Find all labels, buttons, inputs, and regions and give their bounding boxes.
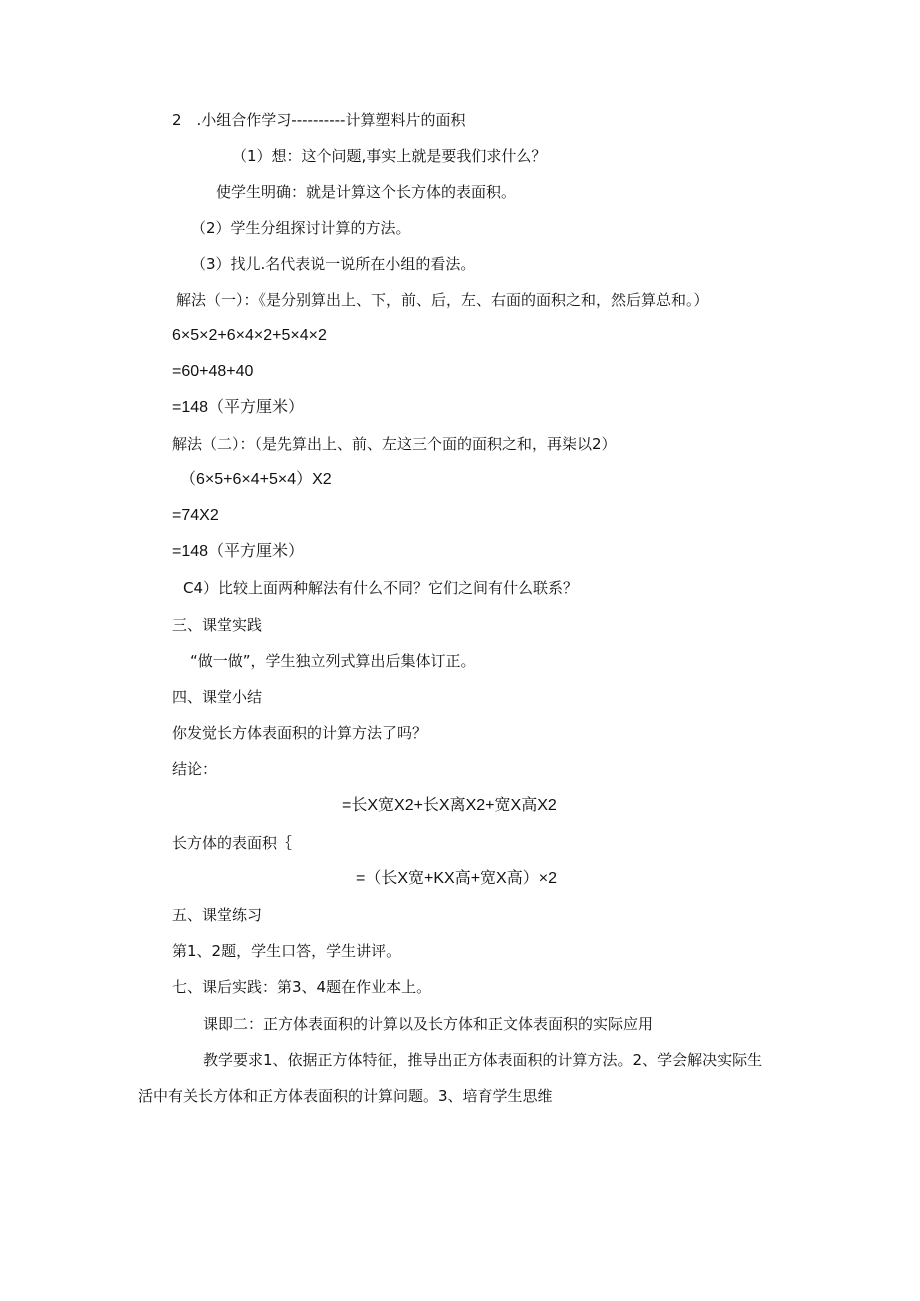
solution-2-step: =74X2 [172, 507, 219, 524]
step-1-clarify: 使学生明确：就是计算这个长方体的表面积。 [216, 183, 517, 201]
teaching-requirements-cont: 活中有关长方体和正方体表面积的计算问题。3、培育学生思维 [138, 1087, 553, 1105]
section-seven-heading: 七、课后实践：第3、4题在作业本上。 [172, 978, 432, 996]
step-4-compare: C4）比较上面两种解法有什么不同？它们之间有什么联系？ [183, 579, 579, 597]
lesson-two-title: 课即二：正方体表面积的计算以及长方体和正文体表面积的实际应用 [203, 1015, 654, 1033]
section-five-heading: 五、课堂练习 [172, 906, 263, 924]
solution-1-expression: 6×5×2+6×4×2+5×4×2 [172, 327, 327, 344]
solution-2-heading: 解法（二）：（是先算出上、前、左这三个面的面积之和，再柒以2） [172, 435, 617, 453]
step-1-think: （1）想：这个问题,事实上就是要我们求什么？ [232, 147, 547, 165]
conclusion-label: 结论： [172, 760, 218, 778]
solution-2-expression: （6×5+6×4+5×4）X2 [180, 471, 332, 488]
section-three-heading: 三、课堂实践 [172, 616, 263, 634]
section-heading-group-study: 2 .小组合作学习----------计算塑料片的面积 [172, 111, 466, 129]
exercise-text: 第1、2题，学生口答，学生讲评。 [172, 942, 402, 960]
step-3-present: （3）找儿.名代表说一说所在小组的看法。 [191, 255, 476, 273]
solution-1-step: =60+48+40 [172, 363, 254, 380]
solution-1-heading: 解法（一）：《是分别算出上、下，前、后，左、右面的面积之和，然后算总和。） [176, 291, 709, 309]
teaching-requirements: 教学要求1、依据正方体特征，推导出正方体表面积的计算方法。2、学会解决实际生 [203, 1051, 763, 1069]
solution-1-result: =148（平方厘米） [172, 399, 305, 416]
formula-label: 长方体的表面积｛ [172, 834, 293, 852]
step-2-explore: （2）学生分组探讨计算的方法。 [191, 219, 411, 237]
formula-line-2: =（长X宽+KX高+宽X高）×2 [356, 870, 557, 887]
solution-2-result: =148（平方厘米） [172, 543, 305, 560]
summary-question: 你发觉长方体表面积的计算方法了吗？ [172, 724, 428, 742]
practice-text: “做一做”，学生独立列式算出后集体订正。 [190, 652, 476, 670]
section-four-heading: 四、课堂小结 [172, 688, 263, 706]
formula-line-1: =长X宽X2+长X离X2+宽X高X2 [342, 797, 557, 814]
